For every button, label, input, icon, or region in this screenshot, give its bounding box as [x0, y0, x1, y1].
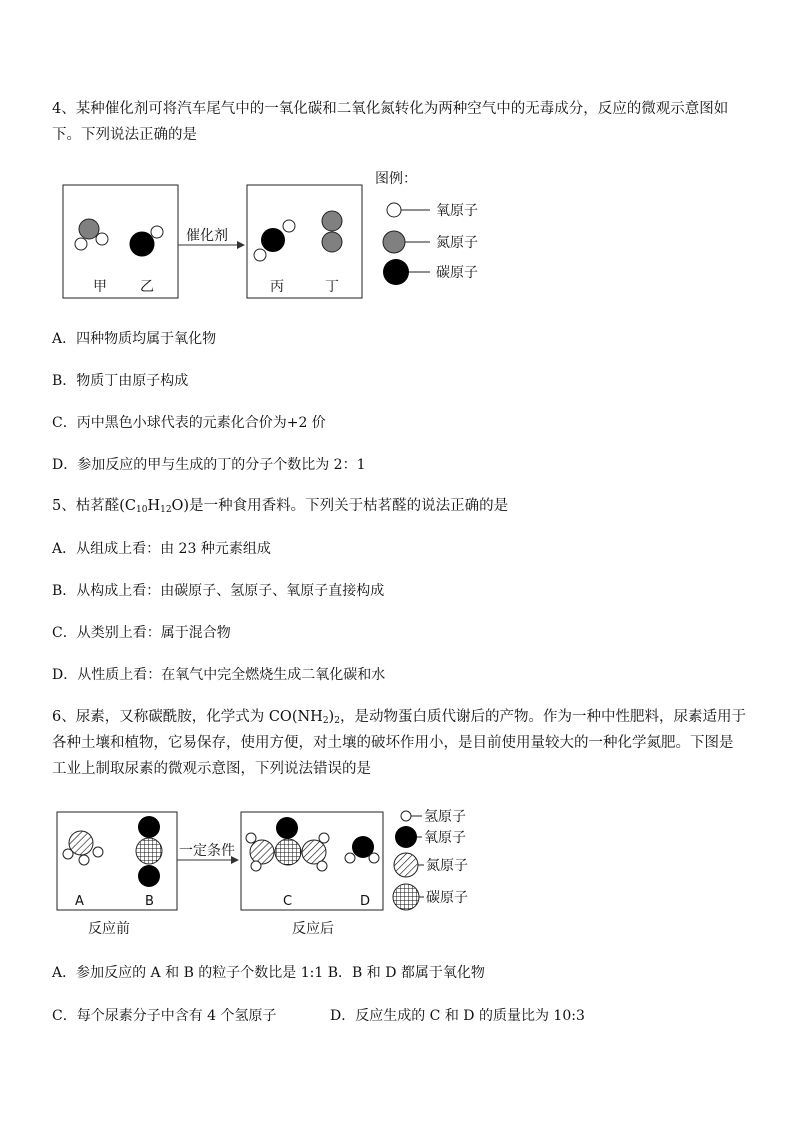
label-d: D: [360, 894, 371, 909]
q6-reaction-diagram: [0, 800, 794, 945]
oxygen-atom: [138, 816, 160, 838]
oxygen-atom: [96, 233, 108, 245]
q5-option-b: B．从构成上看：由碳原子、氢原子、氧原子直接构成: [52, 583, 385, 599]
oxygen-atom: [276, 817, 298, 839]
q4-stem-line1: 4、某种催化剂可将汽车尾气中的一氧化碳和二氧化氮转化为两种空气中的无毒成分，反应的微观示意图如: [52, 101, 729, 117]
nitrogen-atom: [79, 219, 99, 239]
legend-carbon: 碳原子: [436, 265, 478, 281]
legend-nitrogen: 氮原子: [426, 858, 468, 874]
caption-before: 反应前: [88, 921, 130, 937]
legend-nitrogen-icon: [383, 231, 405, 253]
legend-nitrogen: 氮原子: [436, 235, 478, 251]
legend-oxygen: 氧原子: [436, 203, 478, 219]
legend-carbon: 碳原子: [426, 890, 468, 906]
hydrogen-atom: [345, 853, 355, 863]
oxygen-atom: [151, 226, 163, 238]
legend-oxygen-icon: [387, 203, 401, 217]
legend-hydrogen: 氢原子: [424, 809, 466, 825]
hydrogen-atom: [251, 861, 261, 871]
nitrogen-atom: [302, 840, 326, 864]
label-c: C: [283, 894, 293, 909]
q4-stem-line2: 下。下列说法正确的是: [52, 127, 197, 143]
q4-option-a: A．四种物质均属于氧化物: [52, 331, 217, 347]
hydrogen-atom: [63, 849, 73, 859]
caption-after: 反应后: [292, 921, 334, 937]
arrow-label-catalyst: 催化剂: [186, 228, 228, 244]
q6-stem-line1: 6、尿素，又称碳酰胺，化学式为 $CO(NH_2)_2$，是动物蛋白质代谢后的产物。作为一种中性肥料，尿素适用于: [52, 709, 746, 726]
label-a: A: [75, 894, 84, 909]
q6-stem-line2: 各种土壤和植物，它易保存，使用方便，对土壤的破坏作用小，是目前使用量较大的一种化学氮肥。下图是: [52, 735, 734, 751]
carbon-atom: [275, 839, 301, 865]
q4-option-c: C．丙中黑色小球代表的元素化合价为+2 价: [52, 415, 326, 431]
nitrogen-atom: [322, 232, 342, 252]
arrow-label-condition: 一定条件: [179, 843, 235, 859]
q5-option-c: C．从类别上看：属于混合物: [52, 625, 231, 641]
q4-option-b: B．物质丁由原子构成: [52, 373, 189, 389]
q5-option-d: D．从性质上看：在氧气中完全燃烧生成二氧化碳和水: [52, 667, 386, 683]
hydrogen-atom: [79, 855, 89, 865]
legend-hydrogen-icon: [401, 811, 411, 821]
label-yi: 乙: [140, 279, 154, 295]
legend-oxygen: 氧原子: [424, 830, 466, 846]
q4-option-d: D．参加反应的甲与生成的丁的分子个数比为 2：1: [52, 457, 366, 473]
label-b: B: [145, 894, 154, 909]
oxygen-atom: [138, 865, 160, 887]
hydrogen-atom: [369, 853, 379, 863]
q5-option-a: A．从组成上看：由 23 种元素组成: [52, 541, 271, 557]
q5-stem: 5、枯茗醛$(C_{10}H_{12}O)$是一种食用香料。下列关于枯茗醛的说法正确的是: [52, 498, 509, 515]
q6-option-d: D．反应生成的 C 和 D 的质量比为 10:3: [330, 1008, 585, 1024]
oxygen-atom: [254, 249, 266, 261]
q6-option-ab: A．参加反应的 A 和 B 的粒子个数比是 1:1 B．B 和 D 都属于氧化物: [52, 965, 485, 981]
hydrogen-atom: [246, 833, 256, 843]
label-jia: 甲: [93, 279, 107, 295]
carbon-atom: [130, 232, 154, 256]
oxygen-atom: [75, 238, 87, 250]
hydrogen-atom: [319, 833, 329, 843]
carbon-atom: [136, 838, 162, 864]
legend-carbon-icon: [383, 259, 409, 285]
q6-stem-line3: 工业上制取尿素的微观示意图，下列说法错误的是: [52, 761, 371, 777]
legend-title: 图例：: [375, 171, 417, 187]
legend-carbon-icon: [393, 884, 419, 910]
legend-nitrogen-icon: [394, 853, 418, 877]
nitrogen-atom: [250, 840, 274, 864]
hydrogen-atom: [317, 861, 327, 871]
carbon-atom: [261, 228, 285, 252]
oxygen-atom: [283, 220, 295, 232]
hydrogen-atom: [93, 847, 103, 857]
nitrogen-atom: [322, 211, 342, 231]
q4-reaction-diagram: [0, 165, 794, 305]
q6-option-c: C．每个尿素分子中含有 4 个氢原子: [52, 1008, 277, 1024]
legend-oxygen-icon: [395, 826, 417, 848]
label-ding: 丁: [325, 279, 339, 295]
label-bing: 丙: [270, 279, 284, 295]
